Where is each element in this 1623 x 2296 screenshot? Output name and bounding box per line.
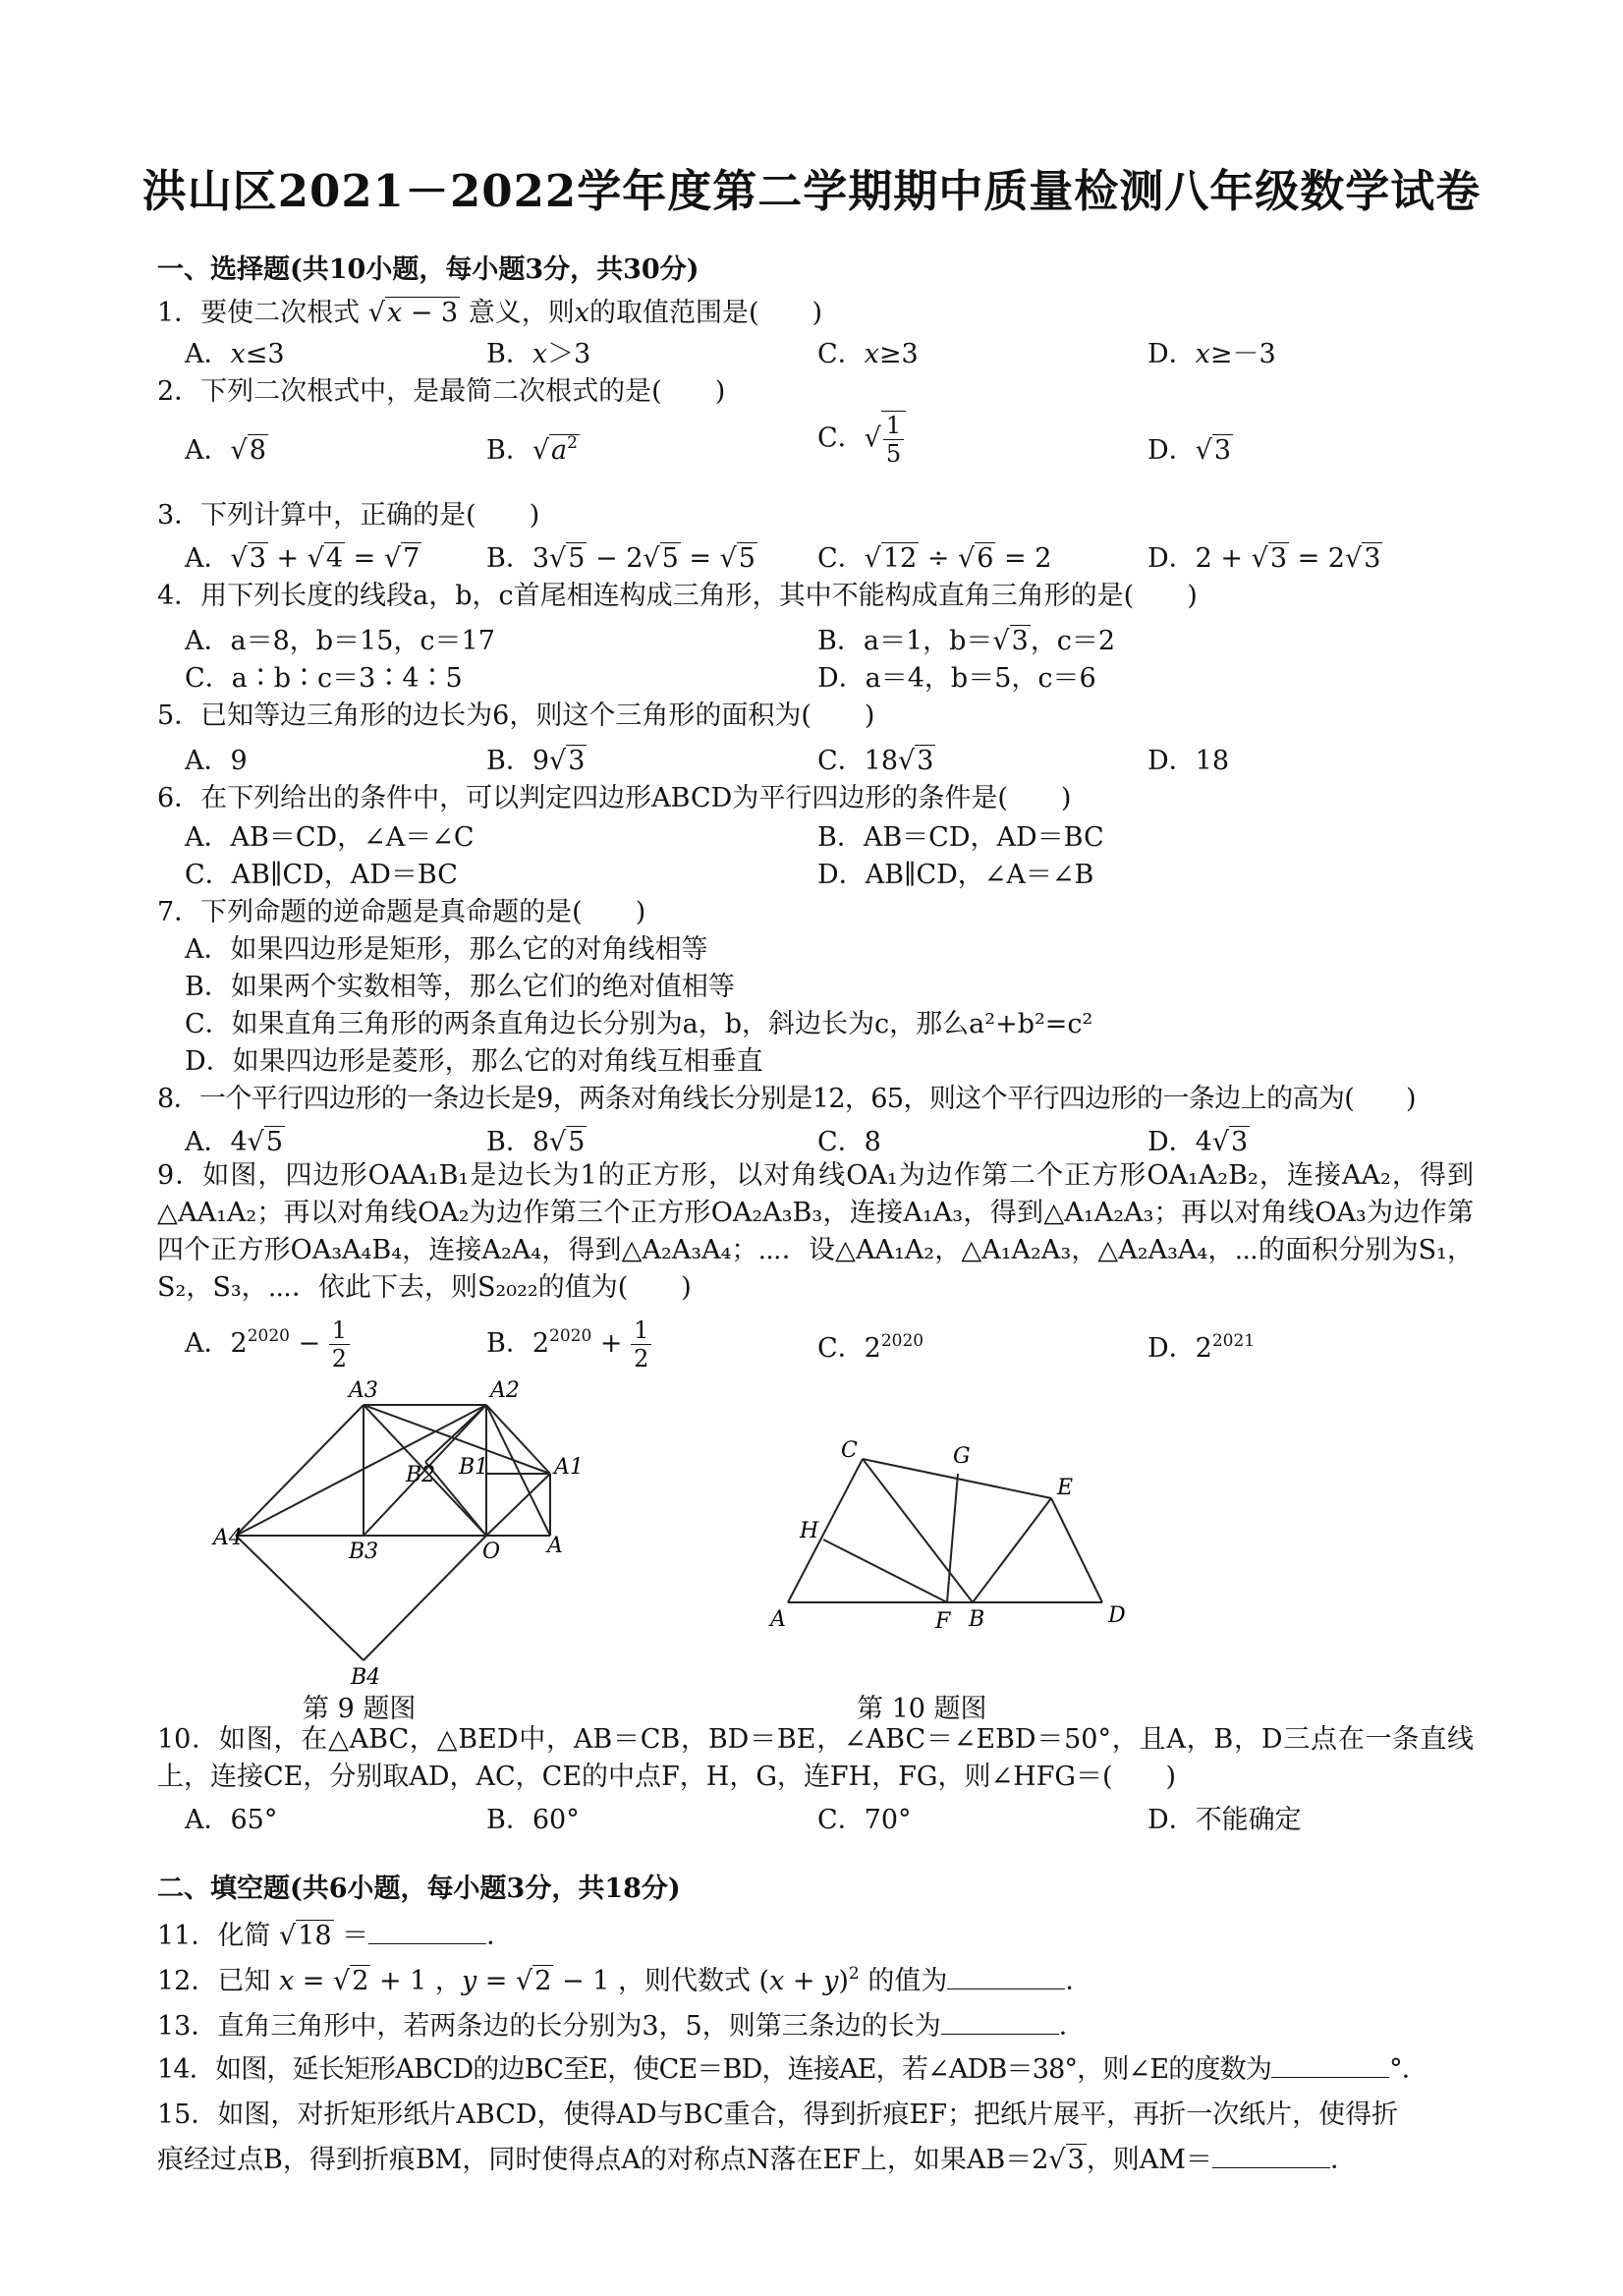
q5-option-b: B．9√3 xyxy=(486,746,586,776)
q11-answer-blank[interactable] xyxy=(368,1920,486,1944)
q1-option-a: A．x≤3 xyxy=(185,339,285,369)
q10-option-d: D．不能确定 xyxy=(1147,1805,1302,1835)
fig10-label-g: G xyxy=(953,1444,971,1469)
fig10-label-b: B xyxy=(969,1607,985,1632)
fig10-label-h: H xyxy=(800,1519,819,1543)
question-15-line1: 15．如图，对折矩形纸片ABCD，使得AD与BC重合，得到折痕EF；把纸片展平，再折一次纸片，使得折 xyxy=(157,2100,1399,2130)
fig9-label-o: O xyxy=(482,1540,501,1564)
fig9-label-b1: B1 xyxy=(459,1455,489,1480)
q9-option-a: A．$2^{2020}$ − $\frac{1}{2}$ xyxy=(185,1316,350,1372)
q5-option-c: C．18√3 xyxy=(817,746,934,776)
q6-option-c: C．AB∥CD，AD＝BC xyxy=(185,860,458,890)
fig9-label-b2: B2 xyxy=(406,1463,436,1487)
q9-option-d: D．$2^{2021}$ xyxy=(1147,1331,1256,1364)
q5-option-d: D．18 xyxy=(1147,746,1230,776)
question-5: 5．已知等边三角形的边长为6，则这个三角形的面积为( ) xyxy=(157,700,875,731)
q1-option-c: C．x≥3 xyxy=(817,339,919,369)
q6-option-b: B．AB＝CD，AD＝BC xyxy=(817,822,1104,853)
figure-10-caption: 第 10 题图 xyxy=(857,1694,987,1724)
question-14: 14．如图，延长矩形ABCD的边BC至E，使CE＝BD，连接AE，若∠ADB＝38°，则∠E的度数为 °． xyxy=(157,2054,1427,2085)
q1-option-d: D．x≥－3 xyxy=(1147,339,1276,369)
fig10-label-a: A xyxy=(770,1607,786,1632)
q1-option-b: B．x＞3 xyxy=(486,339,591,369)
q3-option-d: D．2 + √3 = 2√3 xyxy=(1147,543,1381,574)
section-choice-heading: 一、选择题(共10小题，每小题3分，共30分) xyxy=(157,254,700,285)
question-11: 11．化简 √18 ＝ ． xyxy=(157,1921,514,1951)
question-9: 9．如图，四边形OAA₁B₁是边长为1的正方形，以对角线OA₁为边作第二个正方形OA₁A₂B₂，连接AA₂，得到△AA₁A₂；再以对角线OA₂为边作第三个正方形OA₂A₃B₃，连接A₁A₃，得到△A₁A₂A₃；再以对角线OA₃为边作第四个正方形OA₃A₄B₄，连接A₂A₄，得到△A₂A₃A₄；⋯．设△AA₁A₂，△A₁A₂A₃，△A₂A₃A₄，⋯的面积分别为S₁，S₂，S₃，⋯．依此下去，则S₂₀₂₂的值为( ) xyxy=(157,1160,1474,1303)
section-fill-heading: 二、填空题(共6小题，每小题3分，共18分) xyxy=(157,1874,681,1904)
q7-option-c: C．如果直角三角形的两条直角边长分别为a，b，斜边长为c，那么a²+b²=c² xyxy=(185,1009,1093,1039)
q2-option-b: B．$√a^2$ xyxy=(486,433,578,466)
question-2: 2．下列二次根式中，是最简二次根式的是( ) xyxy=(157,376,726,407)
q6-option-d: D．AB∥CD，∠A＝∠B xyxy=(817,860,1094,890)
fig9-label-b4: B4 xyxy=(351,1665,381,1690)
q8-option-b: B．8√5 xyxy=(486,1127,586,1157)
fig9-label-a3: A3 xyxy=(349,1378,378,1403)
q15-answer-blank[interactable] xyxy=(1212,2144,1330,2168)
q7-option-a: A．如果四边形是矩形，那么它的对角线相等 xyxy=(185,934,708,965)
fig10-label-e: E xyxy=(1057,1476,1074,1500)
fig9-label-a1: A1 xyxy=(554,1455,584,1480)
q7-option-d: D．如果四边形是菱形，那么它的对角线互相垂直 xyxy=(185,1046,763,1077)
figure-9-caption: 第 9 题图 xyxy=(303,1694,417,1724)
question-12: 12．已知 x = √2 + 1 ，y = √2 − 1 ，则代数式 $(x + y)^2$ 的值为 ． xyxy=(157,1964,1092,1996)
figure-10-diagram xyxy=(766,1429,1140,1646)
question-7: 7．下列命题的逆命题是真命题的是( ) xyxy=(157,897,646,927)
q13-answer-blank[interactable] xyxy=(941,2010,1059,2035)
q4-option-a: A．a＝8，b＝15，c＝17 xyxy=(185,626,495,656)
question-3: 3．下列计算中，正确的是( ) xyxy=(157,500,540,531)
fig9-label-b3: B3 xyxy=(349,1540,379,1564)
q4-option-b: B．a＝1，b＝√3，c＝2 xyxy=(817,626,1116,656)
question-13: 13．直角三角形中，若两条边的长分别为3，5，则第三条边的长为 ． xyxy=(157,2011,1086,2042)
fig9-label-a4: A4 xyxy=(213,1526,243,1550)
question-4: 4．用下列长度的线段a，b，c首尾相连构成三角形，其中不能构成直角三角形的是( ) xyxy=(157,581,1198,611)
q10-option-b: B．60° xyxy=(486,1805,580,1835)
fig10-label-c: C xyxy=(841,1438,858,1463)
q12-answer-blank[interactable] xyxy=(947,1965,1065,1989)
q6-option-a: A．AB＝CD，∠A＝∠C xyxy=(185,822,475,853)
page-title: 洪山区2021－2022学年度第二学期期中质量检测八年级数学试卷 xyxy=(141,165,1482,217)
q9-option-b: B．$2^{2020}$ + $\frac{1}{2}$ xyxy=(486,1316,651,1372)
q8-option-c: C．8 xyxy=(817,1127,881,1157)
q3-option-b: B．3√5 − 2√5 = √5 xyxy=(486,543,756,574)
q2-option-c: C．√ $\frac{1}{5}$ xyxy=(817,411,906,468)
q10-option-c: C．70° xyxy=(817,1805,912,1835)
q8-option-a: A．4√5 xyxy=(185,1127,284,1157)
q2-option-a: A．√8 xyxy=(185,435,266,466)
q9-option-c: C．$2^{2020}$ xyxy=(817,1331,924,1364)
question-6: 6．在下列给出的条件中，可以判定四边形ABCD为平行四边形的条件是( ) xyxy=(157,783,1072,813)
q5-option-a: A．9 xyxy=(185,746,248,776)
question-8: 8．一个平行四边形的一条边长是9，两条对角线长分别是12，65，则这个平行四边形的一条边上的高为( ) xyxy=(157,1084,1416,1114)
question-1: 1．要使二次根式 √x − 3 意义，则x的取值范围是( ) xyxy=(157,298,823,328)
q10-option-a: A．65° xyxy=(185,1805,278,1835)
question-15-line2: 痕经过点B，得到折痕BM，同时使得点A的对称点N落在EF上，如果AB＝2√3，则AM＝ ． xyxy=(157,2145,1357,2175)
q7-option-b: B．如果两个实数相等，那么它们的绝对值相等 xyxy=(185,972,735,1002)
fig9-label-a: A xyxy=(547,1534,563,1558)
figure-9-diagram xyxy=(211,1375,584,1700)
q3-option-a: A．√3 + √4 = √7 xyxy=(185,543,420,574)
fig10-label-f: F xyxy=(935,1609,951,1634)
q3-option-c: C．√12 ÷ √6 = 2 xyxy=(817,543,1052,574)
q4-option-d: D．a＝4，b＝5，c＝6 xyxy=(817,663,1096,694)
question-10: 10．如图，在△ABC，△BED中，AB＝CB，BD＝BE，∠ABC＝∠EBD＝50°，且A，B，D三点在一条直线上，连接CE，分别取AD，AC，CE的中点F，H，G，连FH，FG，则∠HFG＝( ) xyxy=(157,1724,1474,1792)
fig10-label-d: D xyxy=(1108,1603,1126,1628)
q8-option-d: D．4√3 xyxy=(1147,1127,1249,1157)
q14-answer-blank[interactable] xyxy=(1271,2053,1389,2078)
q4-option-c: C．a∶b∶c＝3∶4∶5 xyxy=(185,663,463,694)
q2-option-d: D．√3 xyxy=(1147,435,1232,466)
fig9-label-a2: A2 xyxy=(490,1378,520,1403)
